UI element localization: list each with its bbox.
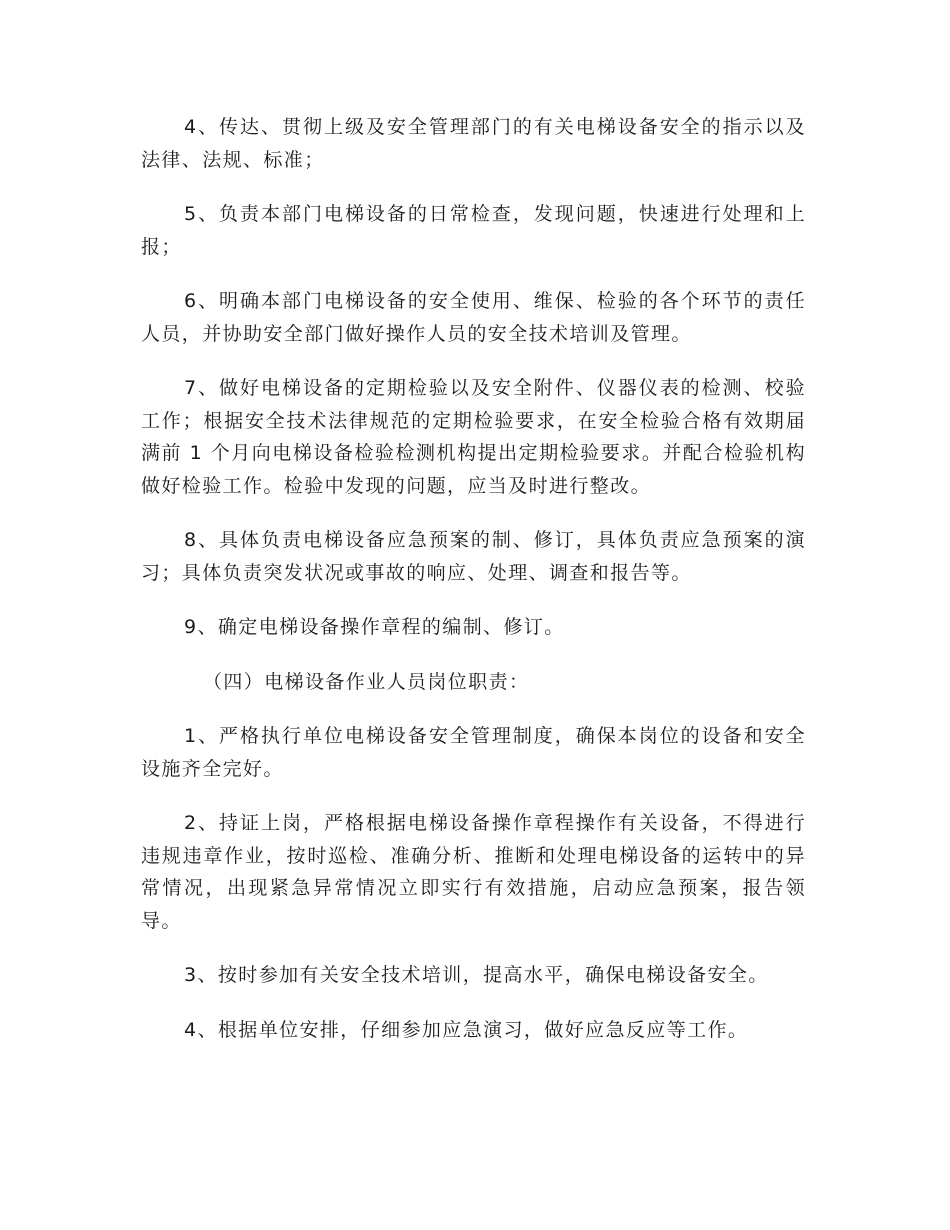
section-heading-operators: （四）电梯设备作业人员岗位职责：: [203, 670, 530, 693]
paragraph-duty-9: 9、确定电梯设备操作章程的编制、修订。: [184, 616, 565, 638]
paragraph-duty-5: 5、负责本部门电梯设备的日常检查，发现问题，快速进行处理和上报；: [141, 203, 806, 258]
paragraph-duty-6: 6、明确本部门电梯设备的安全使用、维保、检验的各个环节的责任人员，并协助安全部门做好操作人员的安全技术培训及管理。: [141, 290, 806, 345]
paragraph-operator-duty-1: 1、严格执行单位电梯设备安全管理制度，确保本岗位的设备和安全设施齐全完好。: [141, 725, 806, 780]
document-body: [141, 111, 806, 1068]
paragraph-duty-4: 4、传达、贯彻上级及安全管理部门的有关电梯设备安全的指示以及法律、法规、标准；: [141, 116, 806, 171]
paragraph-duty-7: 7、做好电梯设备的定期检验以及安全附件、仪器仪表的检测、校验工作；根据安全技术法律规范的定期检验要求，在安全检验合格有效期届满前 1 个月向电梯设备检验检测机构提出定期检验要求。并配合检验机构做好检验工作。检验中发现的问题，应当及时进行整改。: [141, 377, 806, 497]
paragraph-duty-8: 8、具体负责电梯设备应急预案的制、修订，具体负责应急预案的演习；具体负责突发状况或事故的响应、处理、调查和报告等。: [141, 529, 806, 584]
paragraph-operator-duty-2: 2、持证上岗，严格根据电梯设备操作章程操作有关设备，不得进行违规违章作业，按时巡检、准确分析、推断和处理电梯设备的运转中的异常情况，出现紧急异常情况立即实行有效措施，启动应急预案，报告领导。: [141, 812, 806, 932]
paragraph-operator-duty-3: 3、按时参加有关安全技术培训，提高水平，确保电梯设备安全。: [184, 964, 769, 986]
paragraph-operator-duty-4: 4、根据单位安排，仔细参加应急演习，做好应急反应等工作。: [184, 1018, 749, 1041]
